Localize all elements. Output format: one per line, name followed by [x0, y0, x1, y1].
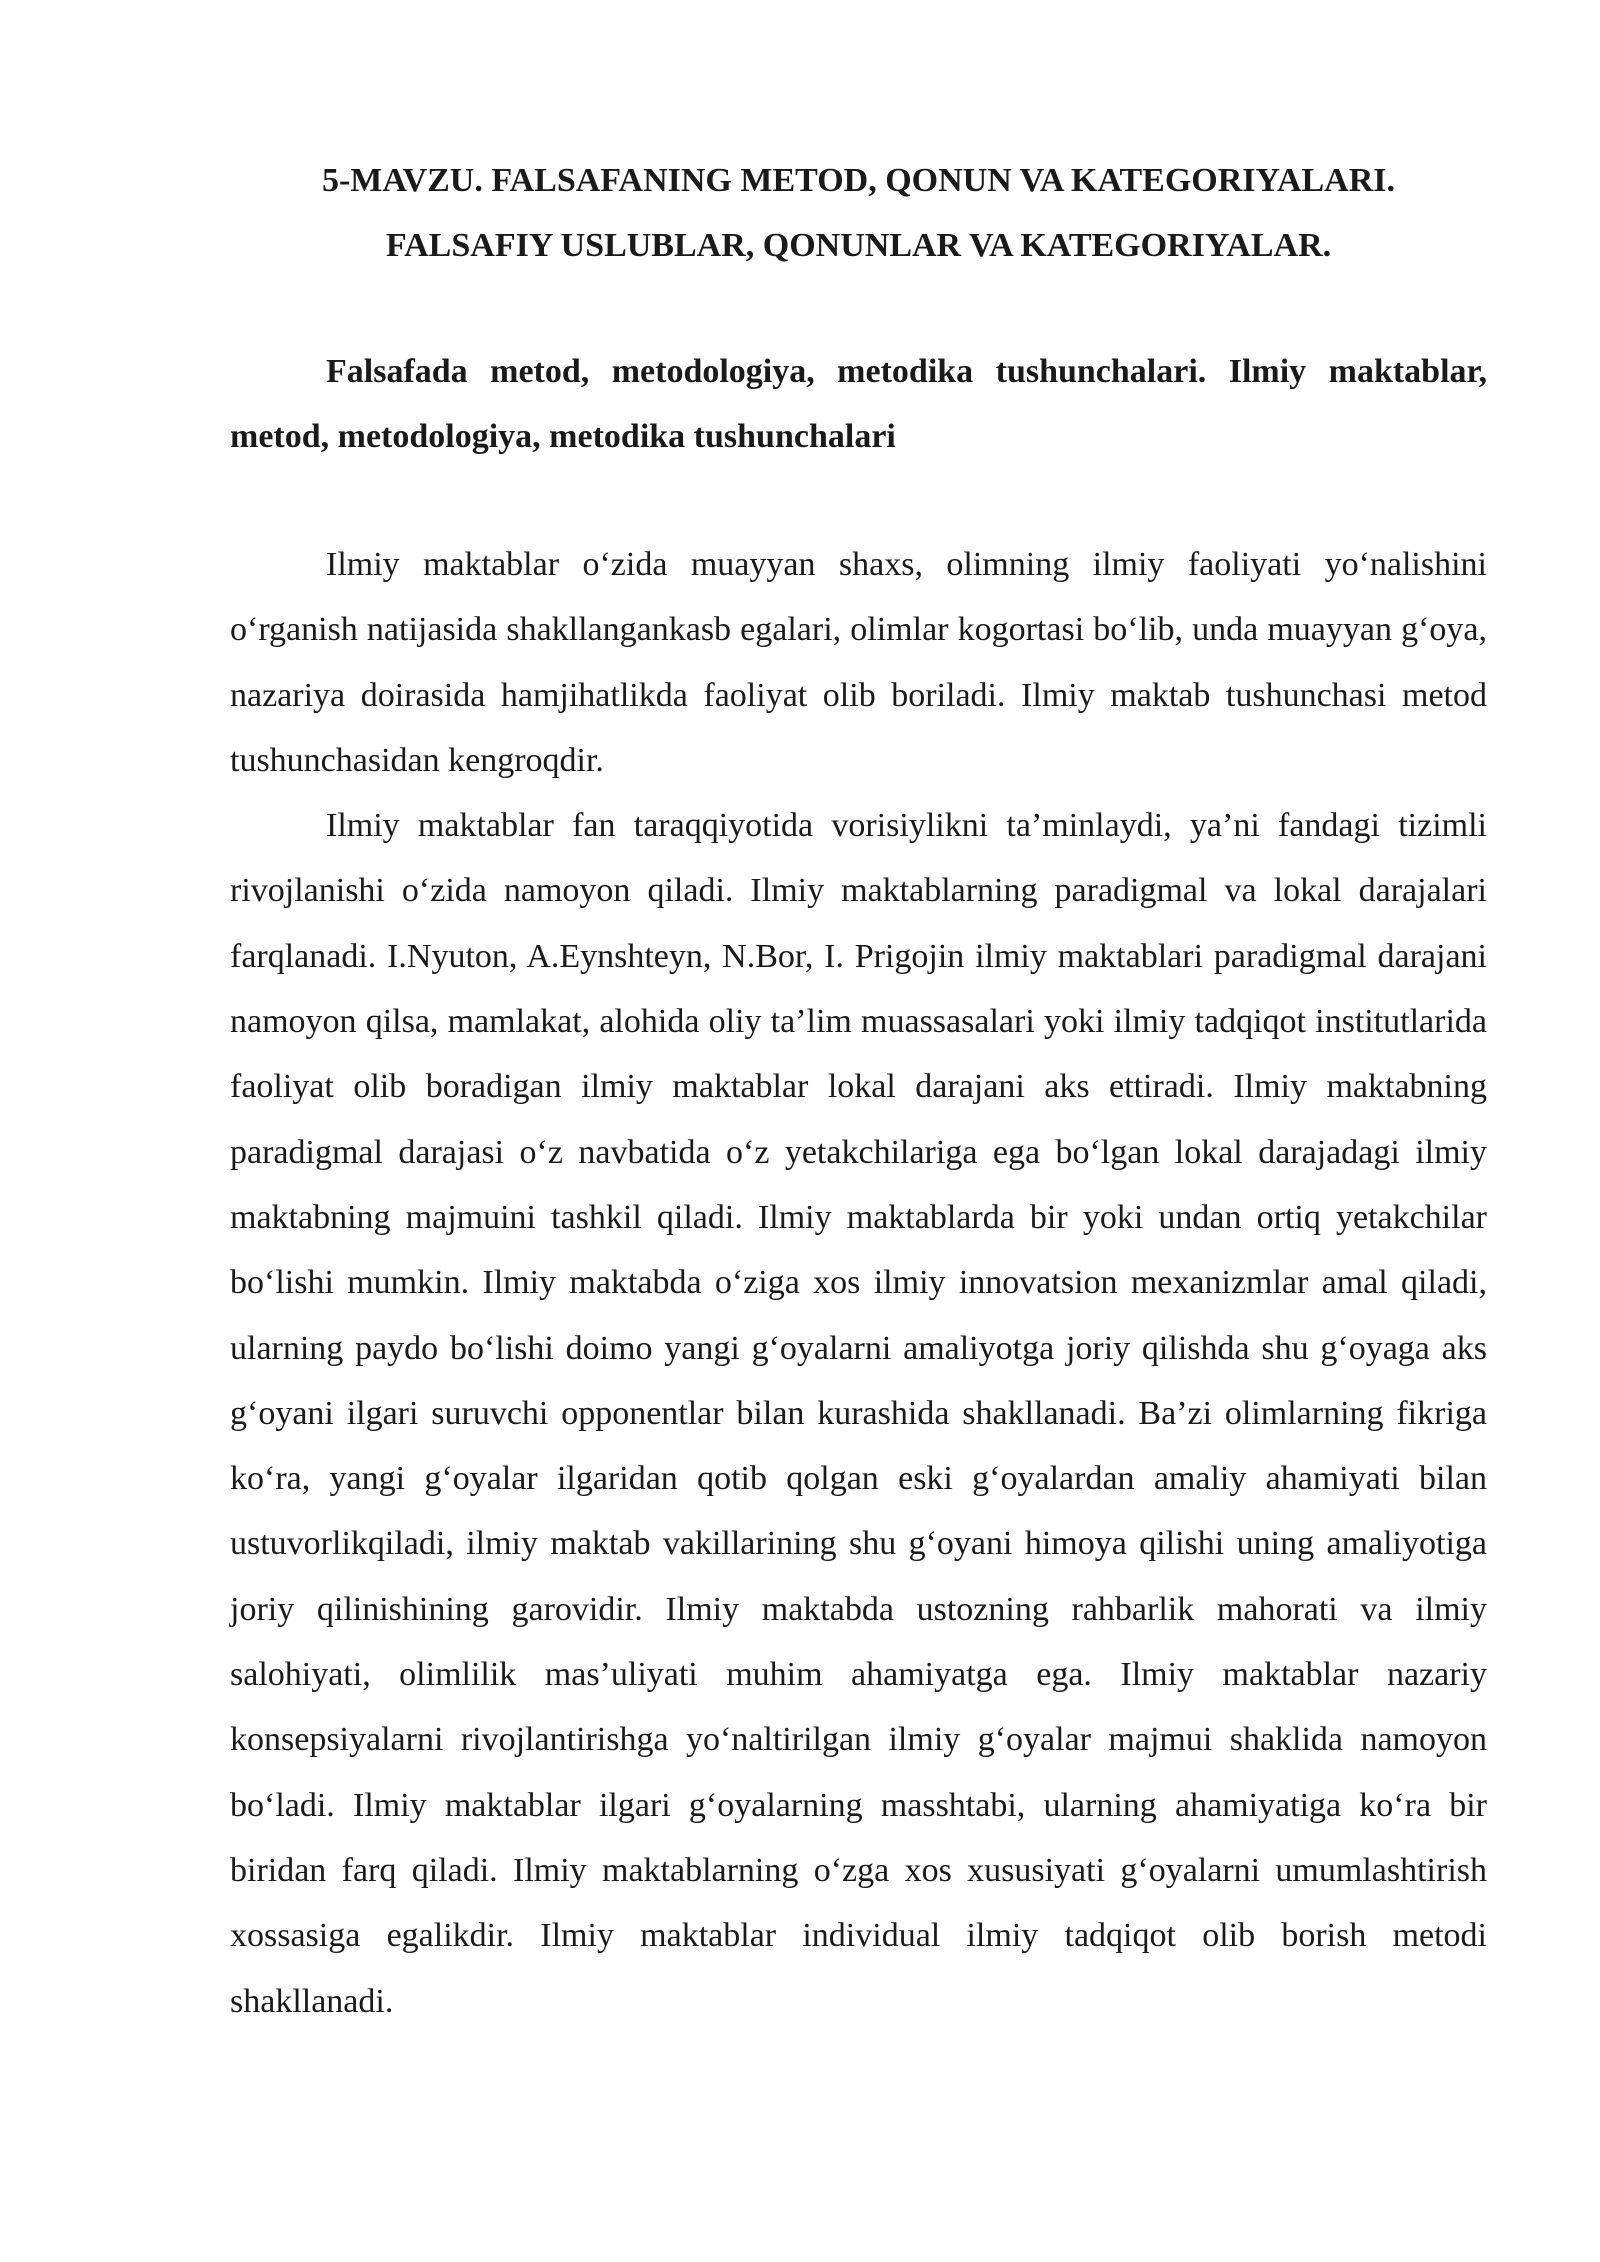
page-title: [230, 148, 1487, 278]
title-line-1: 5-MAVZU. FALSAFANING METOD, QONUN VA KATEGORIYALARI.: [321, 162, 1396, 199]
title-line-2: FALSAFIY USLUBLAR, QONUNLAR VA KATEGORIYALAR.: [385, 227, 1332, 264]
paragraph-2: Ilmiy maktablar fan taraqqiyotida vorisiylikni ta’minlaydi, ya’ni fandagi tizimli rivojlanishi o‘zida namoyon qiladi. Ilmiy maktablarning paradigmal va lokal darajalari farqlanadi. I.Nyuton, A.Eynshteyn, N.Bor, I. Prigojin ilmiy maktablari paradigmal darajani namoyon qilsa, mamlakat, alohida oliy ta’lim muassasalari yoki ilmiy tadqiqot institutlarida faoliyat olib boradigan ilmiy maktablar lokal darajani aks ettiradi. Ilmiy maktabning paradigmal darajasi o‘z navbatida o‘z yetakchilariga ega bo‘lgan lokal darajadagi ilmiy maktabning majmuini tashkil qiladi. Ilmiy maktablarda bir yoki undan ortiq yetakchilar bo‘lishi mumkin. Ilmiy maktabda o‘ziga xos ilmiy innovatsion mexanizmlar amal qiladi, ularning paydo bo‘lishi doimo yangi g‘oyalarni amaliyotga joriy qilishda shu g‘oyaga aks g‘oyani ilgari suruvchi opponentlar bilan kurashida shakllanadi. Ba’zi olimlarning fikriga ko‘ra, yangi g‘oyalar ilgaridan qotib qolgan eski g‘oyalardan amaliy ahamiyati bilan ustuvorlikqiladi, ilmiy maktab vakillarining shu g‘oyani himoya qilishi uning amaliyotiga joriy qilinishining garovidir. Ilmiy maktabda ustozning rahbarlik mahorati va ilmiy salohiyati, olimlilik mas’uliyati muhim ahamiyatga ega. Ilmiy maktablar nazariy konsepsiyalarni rivojlantirishga yo‘naltirilgan ilmiy g‘oyalar majmui shaklida namoyon bo‘ladi. Ilmiy maktablar ilgari g‘oyalarning masshtabi, ularning ahamiyatiga ko‘ra bir biridan farq qiladi. Ilmiy maktablarning o‘zga xos xususiyati g‘oyalarni umumlashtirish xossasiga egalikdir. Ilmiy maktablar individual ilmiy tadqiqot olib borish metodi shakllanadi.: [230, 807, 1487, 2020]
paragraph-1: Ilmiy maktablar o‘zida muayyan shaxs, olimning ilmiy faoliyati yo‘nalishini o‘rganish natijasida shakllangankasb egalari, olimlar kogortasi bo‘lib, unda muayyan g‘oya, nazariya doirasida hamjihatlikda faoliyat olib boriladi. Ilmiy maktab tushunchasi metod tushunchasidan kengroqdir.: [230, 546, 1487, 779]
section-heading: Falsafada metod, metodologiya, metodika tushunchalari. Ilmiy maktablar, metod, metodologiya, metodika tushunchalari: [230, 353, 1487, 455]
body-text: [230, 532, 1487, 2034]
